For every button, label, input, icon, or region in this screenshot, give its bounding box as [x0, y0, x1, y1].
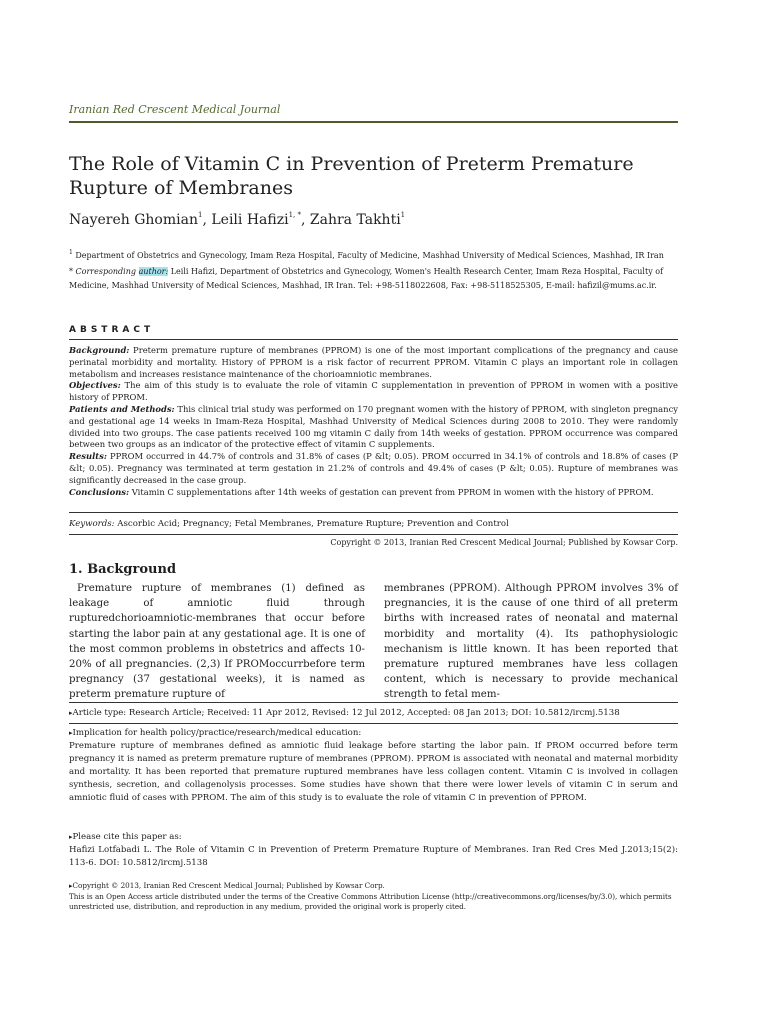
- bullet-icon: ▸: [69, 833, 73, 841]
- author-separator: ,: [300, 212, 310, 228]
- author-name: Nayereh Ghomian: [69, 212, 198, 228]
- license-text: This is an Open Access article distributed under the terms of the Creative Commons Attribution License (http://creativecommons.org/licenses/by/3.0), which permits unrestricted use, distribution, and reproduction in any medium, provided the original work is properly cited.: [69, 891, 672, 911]
- header-rule: [69, 121, 678, 123]
- abstract-objectives: [69, 380, 678, 404]
- section-heading: 1. Background: [69, 562, 177, 577]
- abstract-text: This clinical trial study was performed on 170 pregnant women with the history of PPROM, with singleton pregnancy and gestational age 14 weeks in Imam-Reza Hospital, Mashhad University of Medical Sciences during 2008 to 2010. They were randomly divided into two groups. The case patients received 100 mg vitamin C daily from 14th weeks of gestation. PPROM occurrence was compared between two groups as an indicator of the protective effect of vitamin C supplements.: [69, 403, 678, 450]
- abstract-text: The aim of this study is to evaluate the role of vitamin C supplementation in prevention of PPROM in women with a positive history of PPROM.: [69, 380, 678, 403]
- author-name: Zahra Takhti: [309, 212, 401, 228]
- abstract-methods: [69, 404, 678, 451]
- implication-text: Premature rupture of membranes defined as amniotic fluid leakage before starting the labor pain. If PROM occurred before term pregnancy it is named as preterm premature rupture of membranes (PPROM). PPROM is associated with neonatal and maternal morbidity and mortality. It has been reported that premature ruptured membranes have less collagen content. Vitamin C is involved in collagen synthesis, secretion, and collagenolysis processes. Some studies have shown that there were lower levels of vitamin C in serum and amniotic fluid of cases with PPROM. The aim of this study is to evaluate the role of vitamin C in prevention of PPROM.: [69, 741, 678, 803]
- bullet-icon: ▸: [69, 709, 73, 717]
- keywords-text: Ascorbic Acid; Pregnancy; Fetal Membranes, Premature Rupture; Prevention and Control: [114, 519, 509, 529]
- body-paragraph: Premature rupture of membranes (1) defined as leakage of amniotic fluid through rupturedchorioamniotic-membranes that occur before starting the labor pain at any gestational age. It is one of the most common problems in obstetrics and affects 10-20% of all pregnancies. (2,3) If PROMoccurrbefore term pregnancy (37 gestational weeks), it is named as preterm premature rupture of: [69, 583, 365, 701]
- info-rule: [69, 702, 678, 703]
- abstract-label: Patients and Methods:: [69, 403, 175, 414]
- author-affiliation-mark: 1, *: [288, 211, 301, 219]
- copyright-line: Copyright © 2013, Iranian Red Crescent Medical Journal; Published by Kowsar Corp.: [330, 538, 678, 547]
- info-bottom-rule: [69, 723, 678, 724]
- author-list: [69, 211, 405, 228]
- corresponding-text: Leili Hafizi, Department of Obstetrics and Gynecology, Women's Health Research Center, Imam Reza Hospital, Faculty of Medicine, Mashhad University of Medical Sciences, Mashhad, IR Iran. Tel: +98-5118022608, Fax: +98-5118525305, E-mail: hafizil@mums.ac.ir.: [69, 267, 664, 290]
- abstract-results: [69, 451, 678, 486]
- journal-name: Iranian Red Crescent Medical Journal: [69, 103, 281, 116]
- abstract-label: Conclusions:: [69, 486, 130, 497]
- abstract-background: [69, 345, 678, 380]
- abstract-text: PPROM occurred in 44.7% of controls and 31.8% of cases (P &lt; 0.05). PROM occurred in 34.1% of controls and 18.8% of cases (P &lt; 0.05). Pregnancy was terminated at term gestation in 21.2% of controls and 49.4% of cases (P &lt; 0.05). Rupture of membranes was significantly decreased in the case group.: [69, 451, 678, 485]
- article-info-text: Article type: Research Article; Received: 11 Apr 2012, Revised: 12 Jul 2012, Accepted: 08 Jan 2013; DOI: 10.5812/ircmj.5138: [72, 708, 620, 718]
- affiliation-mark: 1: [69, 249, 73, 256]
- abstract-label: Background:: [69, 345, 130, 355]
- citation-text: Hafizi Lotfabadi L. The Role of Vitamin C in Prevention of Preterm Premature Rupture of Membranes. Iran Red Cres Med J.2013;15(2): 113-6. DOI: 10.5812/ircmj.5138: [69, 845, 678, 868]
- citation-block: [69, 831, 678, 870]
- affiliation-text: Department of Obstetrics and Gynecology, Imam Reza Hospital, Faculty of Medicine, Mashhad University of Medical Sciences, Mashhad, IR Iran: [75, 251, 664, 260]
- license-block: [69, 881, 678, 913]
- article-info: [69, 707, 678, 720]
- corresponding-prefix: * Corresponding: [69, 267, 137, 276]
- bullet-icon: ▸: [69, 882, 73, 890]
- body-paragraph: membranes (PPROM). Although PPROM involves 3% of pregnancies, it is the cause of one third of all preterm births with increased rates of neonatal and maternal morbidity and mortality (4). Its pathophysiologic mechanism is little known. It has been reported that premature ruptured membranes have less collagen content, which is necessary to provide mechanical strength to fetal mem-: [384, 583, 678, 701]
- abstract-bottom-rule: [69, 512, 678, 513]
- author-name: Leili Hafizi: [211, 212, 289, 228]
- author-separator: ,: [202, 212, 212, 228]
- body-column-left: [69, 581, 365, 703]
- license-copyright: Copyright © 2013, Iranian Red Crescent Medical Journal; Published by Kowsar Corp.: [72, 881, 385, 890]
- keywords-label: Keywords:: [69, 519, 115, 529]
- implication-title: Implication for health policy/practice/research/medical education:: [72, 728, 362, 738]
- highlighted-text: author:: [138, 267, 169, 276]
- keywords-rule: [69, 534, 678, 535]
- affiliation: [69, 246, 678, 262]
- abstract-top-rule: [69, 339, 678, 340]
- abstract-text: Vitamin C supplementations after 14th weeks of gestation can prevent from PPROM in women with the history of PPROM.: [129, 486, 654, 497]
- author-affiliation-mark: 1: [197, 211, 203, 219]
- body-column-right: [384, 581, 678, 703]
- abstract-label: Objectives:: [69, 380, 121, 391]
- bullet-icon: ▸: [69, 729, 73, 737]
- abstract-body: [69, 345, 678, 498]
- keywords: [69, 519, 509, 529]
- corresponding-author: [69, 265, 678, 293]
- abstract-conclusions: [69, 487, 678, 499]
- abstract-text: Preterm premature rupture of membranes (PPROM) is one of the most important complications of the pregnancy and cause perinatal morbidity and mortality. History of PPROM is a risk factor of recurrent PPROM. Vitamin C plays an important role in collagen metabolism and increases resistance maintenance of the chorioamniotic membranes.: [69, 345, 678, 379]
- abstract-label: Results:: [69, 451, 107, 462]
- implication-block: [69, 727, 678, 805]
- abstract-heading: ABSTRACT: [69, 325, 155, 335]
- article-title: The Role of Vitamin C in Prevention of Preterm Premature Rupture of Membranes: [69, 153, 634, 199]
- citation-title: Please cite this paper as:: [72, 832, 182, 842]
- author-affiliation-mark: 1: [400, 211, 406, 219]
